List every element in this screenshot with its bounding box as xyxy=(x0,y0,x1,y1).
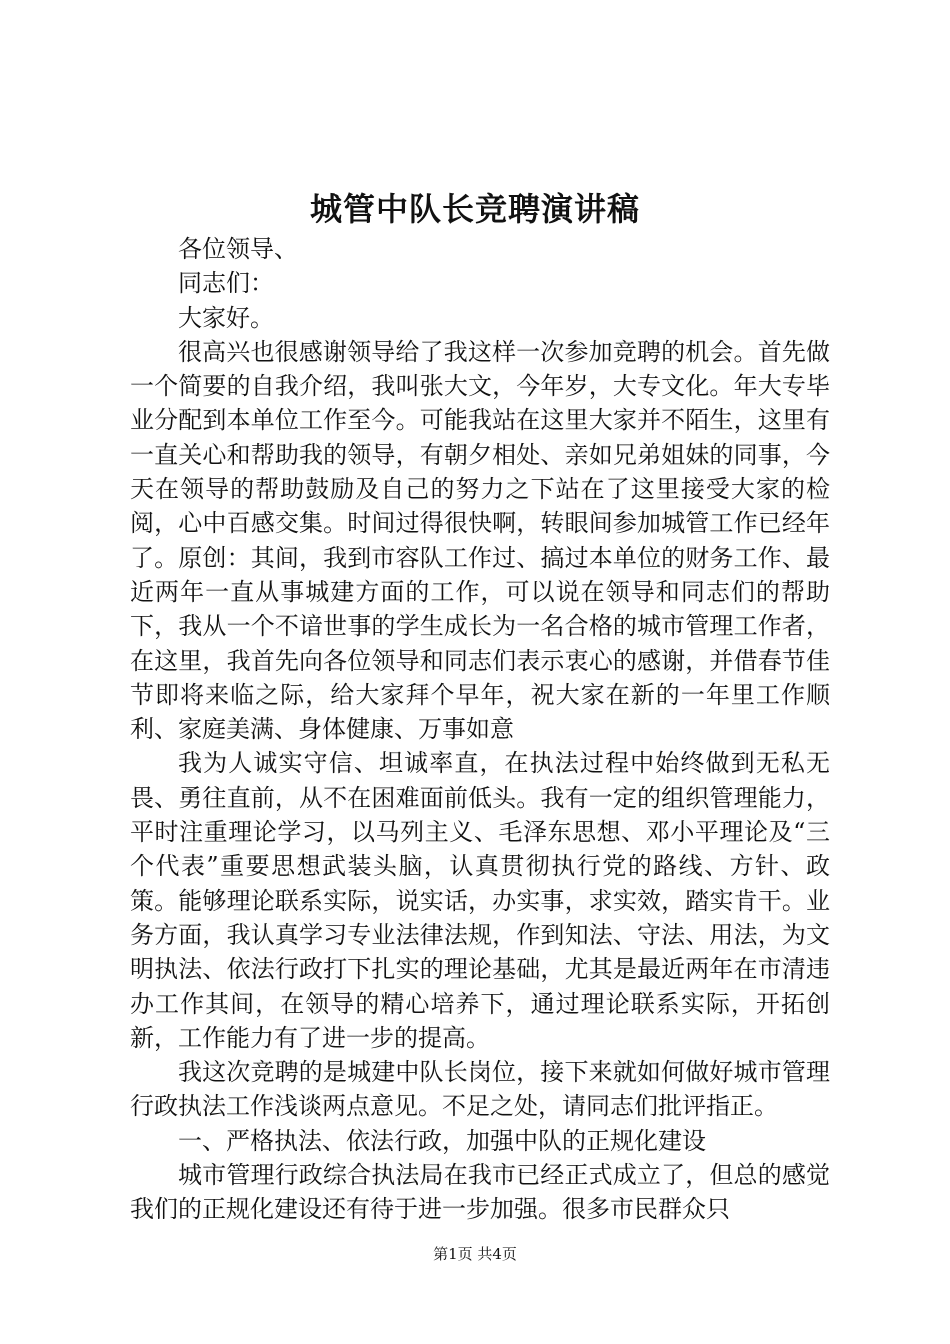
document-title: 城管中队长竞聘演讲稿 xyxy=(309,190,640,228)
document-body xyxy=(130,232,830,1227)
page-indicator: 第1页 共4页 xyxy=(433,1245,517,1263)
paragraph-greeting: 大家好。 xyxy=(178,303,274,332)
paragraph-position: 我这次竞聘的是城建中队长岗位，接下来就如何做好城市管理行政执法工作浅谈两点意见。不足之处，请同志们批评指正。 xyxy=(130,1058,830,1121)
paragraph-introduction: 很高兴也很感谢领导给了我这样一次参加竞聘的机会。首先做一个简要的自我介绍，我叫张大文，今年岁，大专文化。年大专毕业分配到本单位工作至今。可能我站在这里大家并不陌生，这里有一直关心和帮助我的领导，有朝夕相处、亲如兄弟姐妹的同事，今天在领导的帮助鼓励及自己的努力之下站在了这里接受大家的检阅，心中百感交集。时间过得很快啊，转眼间参加城管工作已经年了。原创：其间，我到市容队工作过、搞过本单位的财务工作、最近两年一直从事城建方面的工作，可以说在领导和同志们的帮助下，我从一个不谙世事的学生成长为一名合格的城市管理工作者，在这里，我首先向各位领导和同志们表示衷心的感谢，并借春节佳节即将来临之际，给大家拜个早年，祝大家在新的一年里工作顺利、家庭美满、身体健康、万事如意 xyxy=(130,337,830,744)
paragraph-salutation-1: 各位领导、 xyxy=(178,235,298,263)
paragraph-salutation-2: 同志们： xyxy=(178,269,274,298)
paragraph-personal-qualities: 我为人诚实守信、坦诚率直，在执法过程中始终做到无私无畏、勇往直前，从不在困难面前低头。我有一定的组织管理能力，平时注重理论学习，以马列主义、毛泽东思想、邓小平理论及“三个代表”重要思想武装头脑，认真贯彻执行党的路线、方针、政策。能够理论联系实际，说实话，办实事，求实效，踏实肯干。业务方面，我认真学习专业法律法规，作到知法、守法、用法，为文明执法、依法行政打下扎实的理论基础，尤其是最近两年在市清违办工作其间，在领导的精心培养下，通过理论联系实际，开拓创新，工作能力有了进一步的提高。 xyxy=(130,749,830,1052)
paragraph-section-1: 城市管理行政综合执法局在我市已经正式成立了，但总的感觉我们的正规化建设还有待于进一步加强。很多市民群众只 xyxy=(130,1161,830,1224)
section-heading-1: 一、严格执法、依法行政，加强中队的正规化建设 xyxy=(178,1126,706,1155)
